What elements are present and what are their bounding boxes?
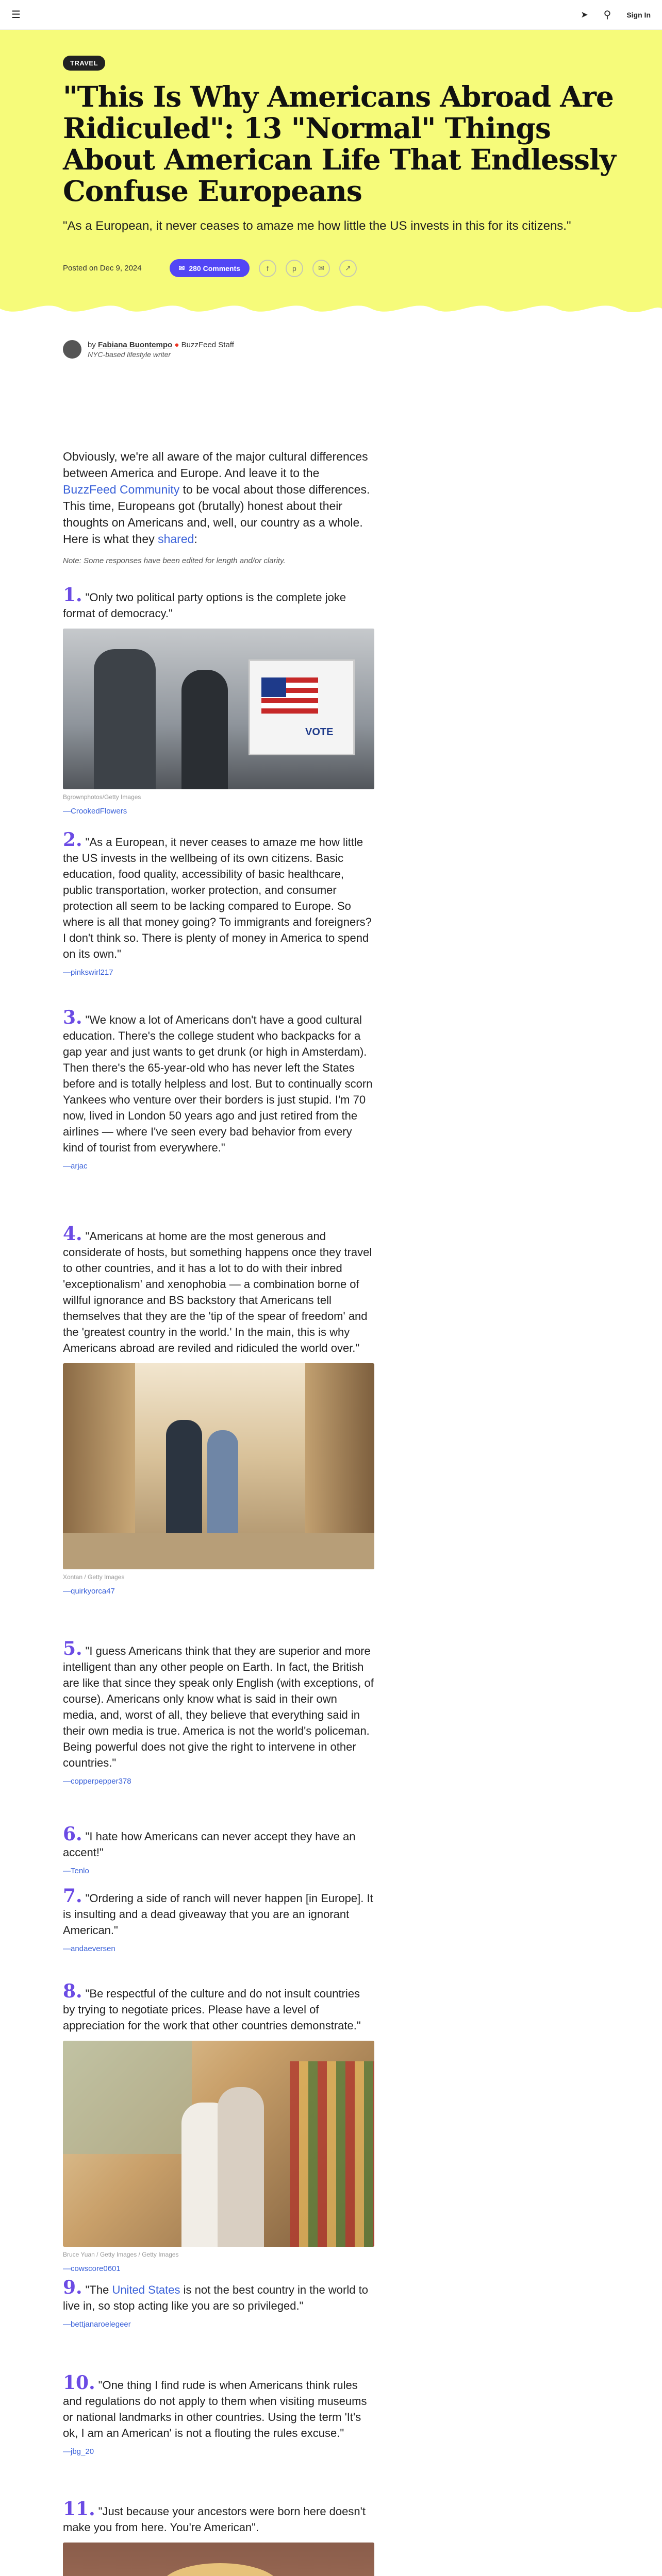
comments-count: 280 Comments	[189, 264, 240, 273]
item-text	[63, 1885, 374, 1938]
item-quote: "One thing I find rude is when Americans think rules and regulations do not apply to them when visiting museums or national landmarks in other countries. Using the term 'It's ok, I am an American' is not a flouting the rules excuse."	[63, 2379, 367, 2439]
category-tag[interactable]: TRAVEL	[63, 56, 105, 71]
comments-button[interactable]	[170, 259, 250, 277]
item-text	[63, 2372, 374, 2441]
author-name[interactable]: Fabiana Buontempo	[98, 341, 173, 349]
list-item-7	[63, 1885, 374, 1953]
item-quote: "Americans at home are the most generous and considerate of hosts, but something happens once they travel to other countries, and it has a lot to do with their inbred 'exceptionalism' and xenophobia — a combination borne of willful ignorance and BS backstory that Americans tell themselves that they are the 'tip of the spear of freedom' and the 'greatest country in the world.' In the main, this is why Americans abroad are reviled and ridiculed the world over."	[63, 1230, 372, 1354]
trending-icon[interactable]: ➤	[581, 9, 588, 20]
item-text	[63, 1638, 374, 1771]
contributor-link[interactable]: —Tenlo	[63, 1867, 89, 1875]
sign-in-link[interactable]: Sign In	[626, 10, 651, 19]
contributor-link[interactable]: —bettjanaroelegeer	[63, 2320, 131, 2329]
share-pinterest-icon[interactable]: p	[286, 260, 303, 277]
item-quote: "I guess Americans think that they are superior and more intelligent than any other people on Earth. In fact, the British are like that since they speak only English (with exceptions, of course). Americans only know what is said in their own media, and, worst of all, they believe that everything said in their own media is true. America is not the world's policeman. Being powerful does not give the right to intervene in other countries."	[63, 1645, 374, 1769]
item-text	[63, 584, 374, 621]
top-nav	[0, 0, 662, 30]
list-item-5	[63, 1638, 374, 1786]
item-number: 11.	[63, 2498, 95, 2520]
search-icon[interactable]: ⚲	[603, 9, 611, 21]
author-role: NYC-based lifestyle writer	[88, 350, 171, 359]
contributor-link[interactable]: —arjac	[63, 1162, 88, 1171]
item-quote: "Be respectful of the culture and do not insult countries by trying to negotiate prices. Please have a level of appreciation for the work that other countries demonstrate."	[63, 1987, 361, 2032]
list-item-3	[63, 1007, 374, 1171]
article-dek: "As a European, it never ceases to amaze me how little the US invests in this for its citizens."	[63, 219, 571, 233]
article-intro	[63, 448, 374, 565]
staff-badge-icon: ●	[174, 341, 179, 349]
by-label: by	[88, 341, 96, 349]
item-quote-b: is not the best country in the world to live in, so stop acting like you are so privileged."	[63, 2283, 368, 2312]
item-text	[63, 2498, 374, 2535]
girl-duh-gif[interactable]	[63, 2543, 374, 2576]
item-number: 2.	[63, 829, 82, 851]
tourists-street-photo	[63, 1363, 374, 1569]
item-number: 4.	[63, 1223, 82, 1245]
intro-text-a: Obviously, we're all aware of the major cultural differences between America and Europe. And leave it to the	[63, 450, 368, 480]
item-number: 9.	[63, 2277, 82, 2298]
item-quote: "Ordering a side of ranch will never happen [in Europe]. It is insulting and a dead giveaway that you are an ignorant American."	[63, 1892, 373, 1937]
intro-text-b: to be vocal about those differences. This time, Europeans got (brutally) honest about their thoughts on Americans and, well, our country as a whole. Here is what they	[63, 483, 370, 546]
staff-label: BuzzFeed Staff	[181, 341, 234, 349]
item-number: 10.	[63, 2372, 95, 2394]
posted-date: Posted on Dec 9, 2024	[63, 264, 142, 273]
market-couple-photo	[63, 2041, 374, 2247]
item-quote-a: "The	[85, 2283, 112, 2296]
share-link-icon[interactable]: ↗	[339, 260, 357, 277]
item-number: 3.	[63, 1007, 82, 1028]
item-text	[63, 1007, 374, 1156]
item-number: 1.	[63, 584, 82, 606]
list-item-9	[63, 2277, 374, 2329]
item-text	[63, 1223, 374, 1356]
item-quote: "I hate how Americans can never accept they have an accent!"	[63, 1830, 356, 1859]
edit-note: Note: Some responses have been edited for length and/or clarity.	[63, 556, 286, 565]
hero-wave-divider	[0, 298, 662, 319]
contributor-link[interactable]: —andaeversen	[63, 1944, 115, 1953]
list-item-6	[63, 1823, 374, 1875]
share-email-icon[interactable]: ✉	[312, 260, 330, 277]
author-avatar[interactable]	[63, 340, 81, 359]
contributor-link[interactable]: —jbg_20	[63, 2447, 94, 2456]
list-item-4	[63, 1223, 374, 1596]
buzzfeed-community-link[interactable]: BuzzFeed Community	[63, 483, 180, 496]
photo-credit: Bgrownphotos/Getty Images	[63, 793, 141, 801]
item-text	[63, 829, 374, 962]
item-number: 5.	[63, 1638, 82, 1659]
list-item-8	[63, 1980, 374, 2273]
intro-paragraph	[63, 448, 374, 547]
item-quote: "Just because your ancestors were born here doesn't make you from here. You're American".	[63, 2505, 366, 2534]
list-item-11	[63, 2498, 374, 2576]
hero-section	[0, 30, 662, 318]
item-quote: "Only two political party options is the complete joke format of democracy."	[63, 591, 346, 620]
photo-credit: Xontan / Getty Images	[63, 1573, 125, 1581]
list-item-10	[63, 2372, 374, 2456]
united-states-link[interactable]: United States	[112, 2283, 180, 2296]
comment-icon: ✉	[178, 264, 185, 272]
item-text	[63, 2277, 374, 2314]
item-text	[63, 1823, 374, 1860]
item-number: 8.	[63, 1980, 82, 2002]
byline	[63, 340, 662, 359]
item-number: 6.	[63, 1823, 82, 1845]
meta-line	[63, 259, 662, 277]
item-text	[63, 1980, 374, 2033]
share-facebook-icon[interactable]: f	[259, 260, 276, 277]
intro-text-c: :	[194, 532, 197, 546]
voting-booth-photo: VOTE	[63, 629, 374, 789]
contributor-link[interactable]: —CrookedFlowers	[63, 807, 127, 816]
article-title: "This Is Why Americans Abroad Are Ridiculed": 13 "Normal" Things About American Life That Endlessly Confuse Europeans	[63, 80, 616, 208]
item-quote: "We know a lot of Americans don't have a good cultural education. There's the college student who backpacks for a gap year and just wants to get drunk (or high in Amsterdam). Then there's the 65-year-old who has never left the States before and is totally helpless and lost. But to continually scorn Yankees who venture over their borders is just stupid. I'm 70 now, lived in London 50 years ago and just retired from the airlines — where I've seen every bad behavior from every kind of tourist from everywhere."	[63, 1013, 373, 1154]
item-number: 7.	[63, 1885, 82, 1907]
menu-icon[interactable]: ☰	[11, 9, 21, 21]
shared-link[interactable]: shared	[158, 532, 194, 546]
contributor-link[interactable]: —pinkswirl217	[63, 968, 113, 977]
photo-credit: Bruce Yuan / Getty Images / Getty Images	[63, 2251, 179, 2258]
contributor-link[interactable]: —quirkyorca47	[63, 1587, 115, 1596]
contributor-link[interactable]: —copperpepper378	[63, 1777, 131, 1786]
list-item-2	[63, 829, 374, 977]
list-item-1	[63, 584, 374, 816]
contributor-link[interactable]: —cowscore0601	[63, 2264, 121, 2273]
item-quote: "As a European, it never ceases to amaze me how little the US invests in the wellbeing of its own citizens. Basic education, food quality, accessibility of basic healthcare, public transportation, worker protection, and consumer protection all seem to be lacking compared to Europe. So where is all that money going? To immigrants and foreigners? I don't think so. There is plenty of money in America to spend on its own."	[63, 836, 372, 960]
